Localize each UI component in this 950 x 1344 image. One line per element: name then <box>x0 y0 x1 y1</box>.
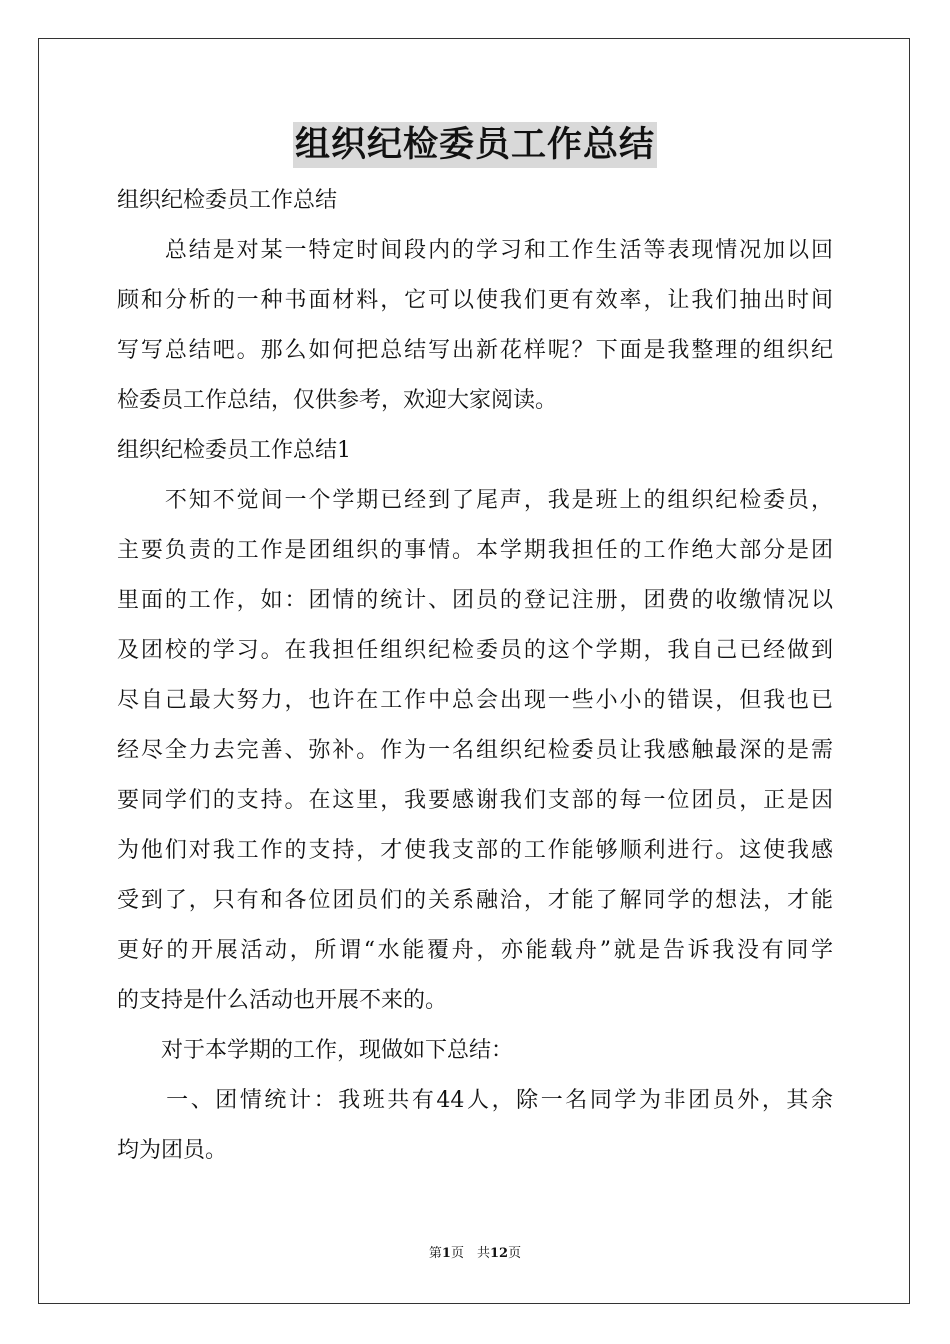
page-total: 12 <box>489 1246 509 1261</box>
document-body <box>117 176 833 1176</box>
section-heading: 组织纪检委员工作总结1 <box>117 438 351 463</box>
page-label-mid: 页 共 <box>450 1246 490 1261</box>
section1-line: 更好的开展活动，所谓“水能覆舟，亦能载舟”就是告诉我没有同学 <box>117 938 833 963</box>
document-subtitle: 组织纪检委员工作总结 <box>117 188 338 213</box>
section1-line: 不知不觉间一个学期已经到了尾声，我是班上的组织纪检委员， <box>117 488 833 513</box>
page-label-suffix: 页 <box>508 1246 522 1261</box>
section1-line: 为他们对我工作的支持，才使我支部的工作能够顺利进行。这使我感 <box>117 838 833 863</box>
document-title: 组织纪检委员工作总结 <box>293 122 657 168</box>
section1-line: 主要负责的工作是团组织的事情。本学期我担任的工作绝大部分是团 <box>117 538 833 563</box>
page-label-prefix: 第 <box>428 1246 442 1261</box>
intro-line: 顾和分析的一种书面材料，它可以使我们更有效率，让我们抽出时间 <box>117 288 833 313</box>
item1-line: 均为团员。 <box>117 1138 228 1163</box>
item1-line: 一、团情统计：我班共有44人，除一名同学为非团员外，其余 <box>117 1088 833 1113</box>
section1-line: 要同学们的支持。在这里，我要感谢我们支部的每一位团员，正是因 <box>117 788 833 813</box>
section1-line: 尽自己最大努力，也许在工作中总会出现一些小小的错误，但我也已 <box>117 688 833 713</box>
page-current: 1 <box>441 1246 451 1261</box>
section1-line: 经尽全力去完善、弥补。作为一名组织纪检委员让我感触最深的是需 <box>117 738 833 763</box>
title-container <box>0 122 950 168</box>
intro-line: 检委员工作总结，仅供参考，欢迎大家阅读。 <box>117 388 558 413</box>
section1-line: 受到了，只有和各位团员们的关系融洽，才能了解同学的想法，才能 <box>117 888 833 913</box>
intro-line: 写写总结吧。那么如何把总结写出新花样呢？下面是我整理的组织纪 <box>117 338 833 363</box>
summary-paragraph: 对于本学期的工作，现做如下总结： <box>117 1038 514 1063</box>
section1-line: 的支持是什么活动也开展不来的。 <box>117 988 448 1013</box>
page-footer <box>0 1244 950 1264</box>
section1-line: 里面的工作，如：团情的统计、团员的登记注册，团费的收缴情况以 <box>117 588 833 613</box>
section1-line: 及团校的学习。在我担任组织纪检委员的这个学期，我自己已经做到 <box>117 638 833 663</box>
intro-line: 总结是对某一特定时间段内的学习和工作生活等表现情况加以回 <box>117 238 833 263</box>
